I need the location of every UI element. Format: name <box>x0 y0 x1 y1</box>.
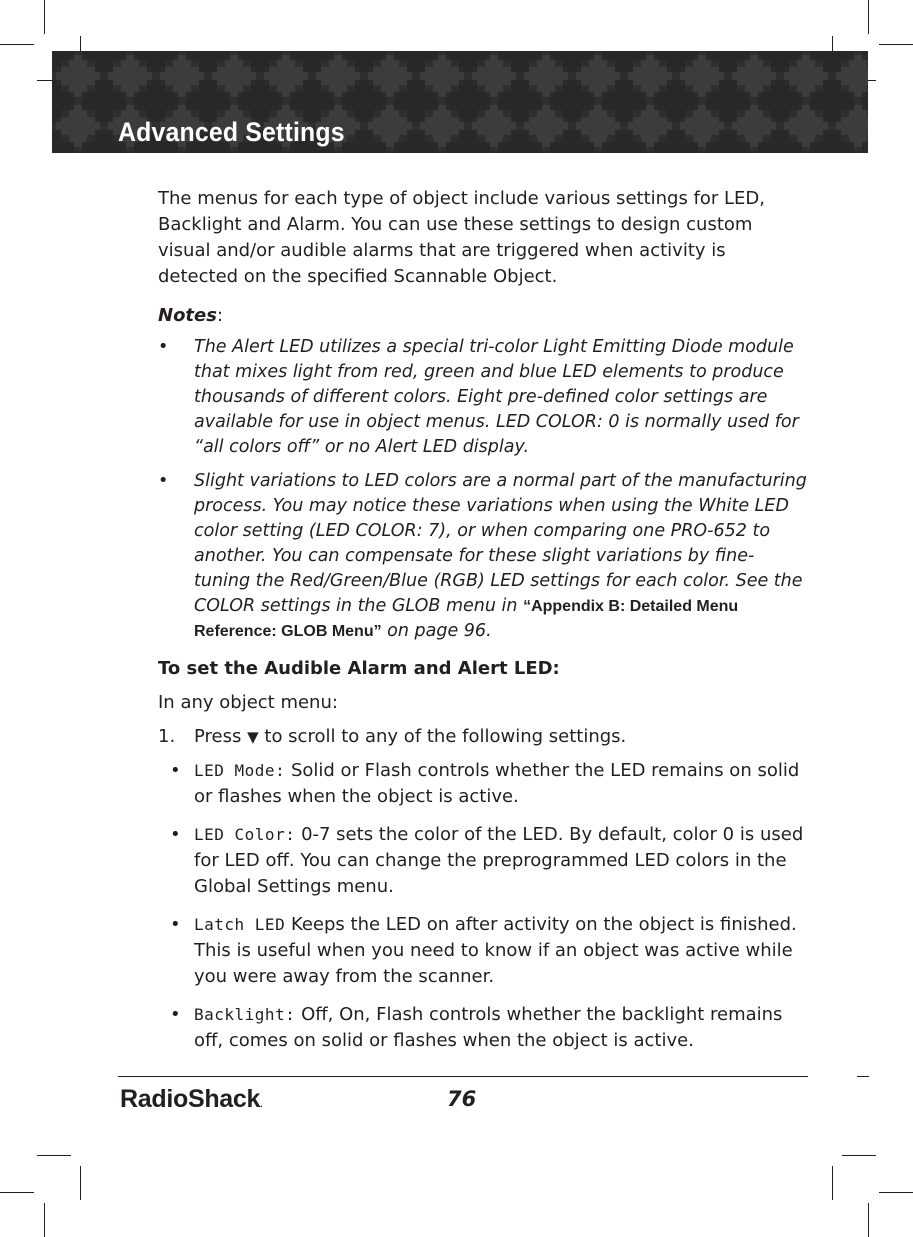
crop-mark <box>857 1076 869 1077</box>
setting-description: Keeps the LED on after activity on the object is finished. This is useful when you need to know if an object was active while you were away from the scanner. <box>194 914 797 987</box>
crop-mark <box>879 1192 913 1193</box>
main-content <box>158 186 808 1066</box>
setting-label: Backlight: <box>194 1005 296 1024</box>
step-text-post: to scroll to any of the following settings. <box>264 726 627 747</box>
setting-item-latch-led <box>158 912 808 990</box>
footer-divider <box>118 1076 808 1077</box>
setting-label: Latch LED <box>194 915 286 934</box>
bullet: • <box>158 471 169 491</box>
crop-mark <box>0 44 34 45</box>
bullet: • <box>170 914 181 935</box>
crop-mark <box>832 1166 833 1200</box>
page-title: Advanced Settings <box>118 117 345 147</box>
crop-mark <box>868 0 869 34</box>
bullet: • <box>170 1004 181 1025</box>
setting-description: 0-7 sets the color of the LED. By default, color 0 is used for LED off. You can change the preprogrammed LED colors in the Global Settings menu. <box>194 824 804 897</box>
procedure-intro: In any object menu: <box>158 692 338 713</box>
crop-mark <box>879 44 913 45</box>
setting-description: Off, On, Flash controls whether the backlight remains off, comes on solid or flashes when the object is active. <box>194 1004 783 1051</box>
bullet: • <box>170 760 181 781</box>
procedure-heading: To set the Audible Alarm and Alert LED: <box>158 658 560 679</box>
crop-mark <box>44 0 45 34</box>
note-text: Slight variations to LED colors are a normal part of the manufacturing process. You may notice these variations when using the White LED color setting (LED COLOR: 7), or when comparing one PRO-652 to another. You can compensate for these slight variations by fine-tuning the Red/Green/Blue (RGB) LED settings for each color. See the COLOR settings in the GLOB menu in <box>194 471 807 616</box>
crop-mark <box>37 1155 71 1156</box>
step-text-pre: Press <box>194 726 242 747</box>
setting-label: LED Color: <box>194 825 296 844</box>
setting-item-led-mode <box>158 758 808 810</box>
crop-mark <box>80 1166 81 1200</box>
note-item <box>158 335 808 460</box>
crop-mark <box>44 1203 45 1237</box>
section-header-banner <box>52 51 868 153</box>
crop-mark <box>0 1192 34 1193</box>
setting-description: Solid or Flash controls whether the LED remains on solid or flashes when the object is active. <box>194 760 800 807</box>
setting-item-backlight <box>158 1002 808 1054</box>
appendix-reference-link[interactable]: “Appendix B: Detailed Menu Reference: GLOB Menu” <box>194 598 739 640</box>
radioshack-logo: RadioShack. <box>120 1085 263 1113</box>
down-arrow-icon: ▼ <box>247 728 259 746</box>
setting-label: LED Mode: <box>194 761 286 780</box>
bullet: • <box>170 824 181 845</box>
setting-item-led-color <box>158 822 808 900</box>
notes-label: Notes: <box>158 305 224 326</box>
note-text-tail: on page 96. <box>387 621 492 641</box>
note-text: The Alert LED utilizes a special tri-color Light Emitting Diode module that mixes light from red, green and blue LED elements to produce thousands of different colors. Eight pre-defined color settings are available for use in object menus. LED COLOR: 0 is normally used for “all colors off” or no Alert LED display. <box>194 337 799 457</box>
intro-paragraph: The menus for each type of object include various settings for LED, Backlight and Alarm. You can use these settings to design custom visual and/or audible alarms that are triggered when activity is detected on the specified Scannable Object. <box>158 188 766 287</box>
bullet: • <box>158 337 169 357</box>
crop-mark <box>842 1155 876 1156</box>
page-number: 76 <box>447 1087 477 1111</box>
crop-mark <box>868 1203 869 1237</box>
note-item <box>158 469 808 644</box>
step-number: 1. <box>158 726 176 747</box>
step-item <box>158 724 808 750</box>
